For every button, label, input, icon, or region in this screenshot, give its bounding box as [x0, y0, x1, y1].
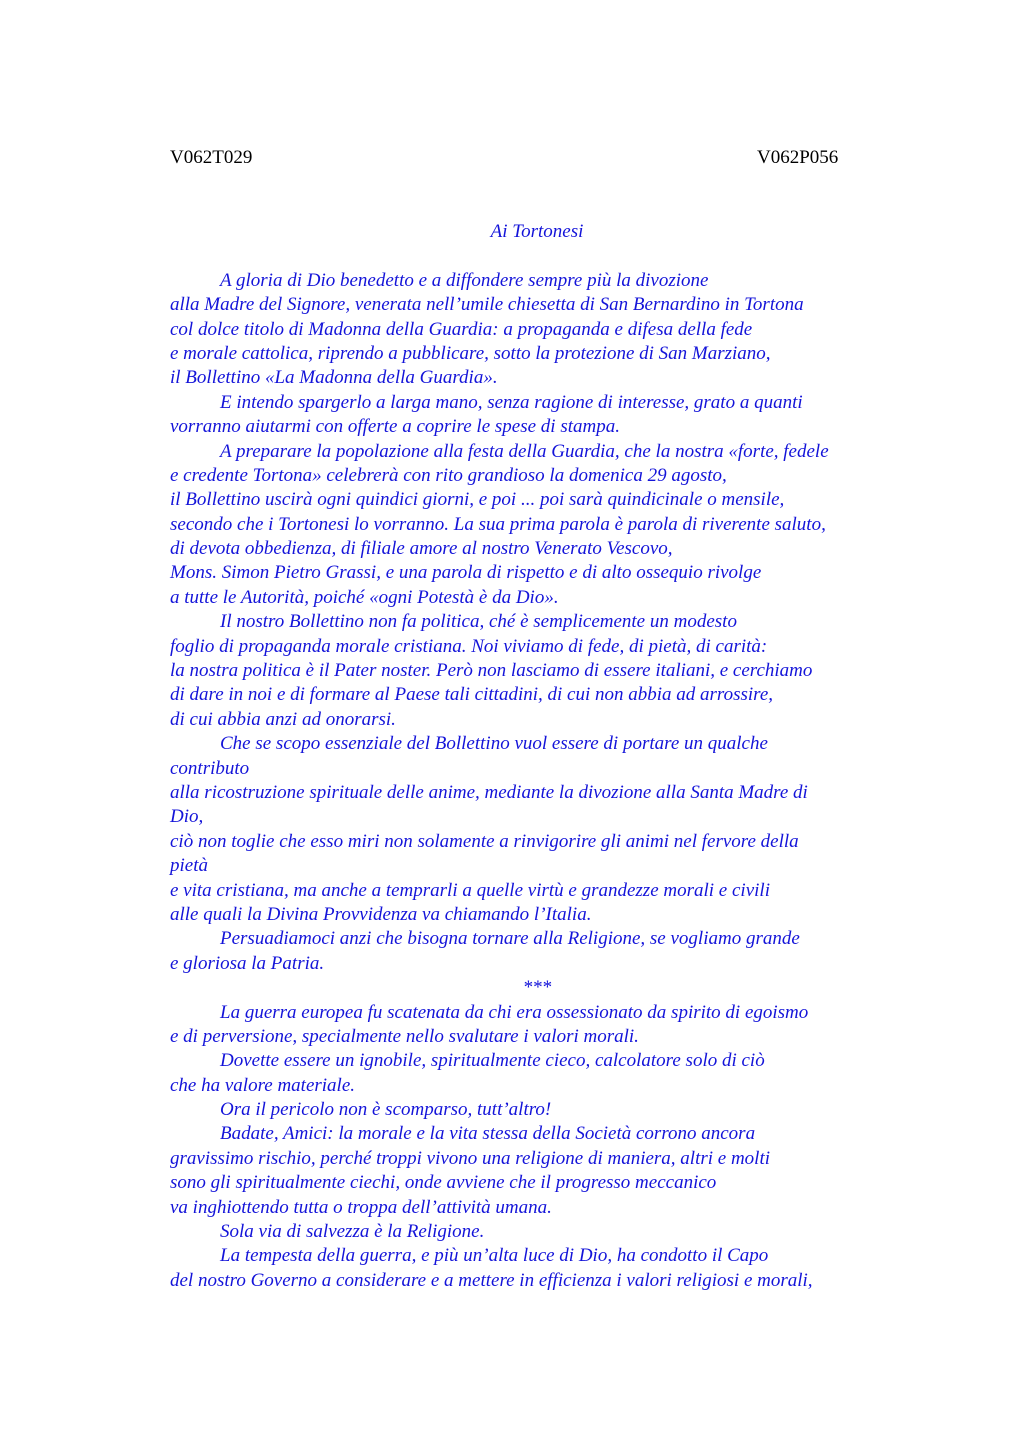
text-line: foglio di propaganda morale cristiana. Noi viviamo di fede, di pietà, di carità:: [170, 635, 768, 657]
text-line: di devota obbedienza, di filiale amore al nostro Venerato Vescovo,: [170, 538, 673, 560]
text-line: la nostra politica è il Pater noster. Però non lasciamo di essere italiani, e cerchiamo: [170, 660, 813, 682]
text-line: E intendo spargerlo a larga mano, senza ragione di interesse, grato a quanti: [220, 391, 803, 413]
text-line: Persuadiamoci anzi che bisogna tornare alla Religione, se vogliamo grande: [220, 928, 800, 950]
text-line: Sola via di salvezza è la Religione.: [220, 1221, 485, 1243]
text-line: del nostro Governo a considerare e a mettere in efficienza i valori religiosi e morali,: [170, 1269, 813, 1291]
page-code-right: V062P056: [757, 147, 839, 168]
text-line: Ora il pericolo non è scomparso, tutt’altro!: [220, 1099, 552, 1121]
text-line: ciò non toglie che esso miri non solamente a rinvigorire gli animi nel fervore della: [170, 830, 799, 852]
text-line: Dovette essere un ignobile, spiritualmente cieco, calcolatore solo di ciò: [220, 1050, 765, 1072]
text-line: di dare in noi e di formare al Paese tali cittadini, di cui non abbia ad arrossire,: [170, 684, 774, 706]
text-line: contributo: [170, 757, 250, 779]
text-line: Che se scopo essenziale del Bollettino vuol essere di portare un qualche: [220, 733, 768, 755]
document-title: Ai Tortonesi: [490, 221, 584, 242]
text-line: alla ricostruzione spirituale delle anime, mediante la divozione alla Santa Madre di: [170, 781, 808, 803]
text-line: il Bollettino uscirà ogni quindici giorni, e poi ... poi sarà quindicinale o mensile,: [170, 489, 785, 511]
section-separator: ***: [522, 977, 552, 999]
document-code-left: V062T029: [170, 147, 253, 168]
text-line: A preparare la popolazione alla festa della Guardia, che la nostra «forte, fedele: [220, 440, 829, 462]
text-line: alla Madre del Signore, venerata nell’umile chiesetta di San Bernardino in Tortona: [170, 294, 804, 316]
document-body: [170, 220, 910, 1293]
text-line: e gloriosa la Patria.: [170, 952, 325, 974]
text-line: alle quali la Divina Provvidenza va chiamando l’Italia.: [170, 903, 592, 925]
text-line: e di perversione, specialmente nello svalutare i valori morali.: [170, 1025, 639, 1047]
text-line: pietà: [170, 855, 208, 877]
text-line: sono gli spiritualmente ciechi, onde avviene che il progresso meccanico: [170, 1172, 717, 1194]
text-line: e morale cattolica, riprendo a pubblicare, sotto la protezione di San Marziano,: [170, 342, 771, 364]
text-line: il Bollettino «La Madonna della Guardia».: [170, 367, 498, 389]
text-line: secondo che i Tortonesi lo vorranno. La sua prima parola è parola di riverente saluto,: [170, 513, 826, 535]
text-line: La guerra europea fu scatenata da chi era ossessionato da spirito di egoismo: [220, 1001, 809, 1023]
text-line: di cui abbia anzi ad onorarsi.: [170, 708, 396, 730]
text-line: vorranno aiutarmi con offerte a coprire le spese di stampa.: [170, 416, 620, 438]
text-line: La tempesta della guerra, e più un’alta luce di Dio, ha condotto il Capo: [220, 1245, 769, 1267]
text-line: col dolce titolo di Madonna della Guardia: a propaganda e difesa della fede: [170, 318, 753, 340]
text-line: A gloria di Dio benedetto e a diffondere sempre più la divozione: [220, 269, 709, 291]
text-line: Il nostro Bollettino non fa politica, ché è semplicemente un modesto: [220, 611, 737, 633]
text-line: e credente Tortona» celebrerà con rito grandioso la domenica 29 agosto,: [170, 464, 727, 486]
text-line: Badate, Amici: la morale e la vita stessa della Società corrono ancora: [220, 1123, 756, 1145]
text-line: va inghiottendo tutta o troppa dell’attività umana.: [170, 1196, 552, 1218]
text-line: Dio,: [170, 806, 204, 828]
text-lines: [170, 269, 910, 1293]
text-line: gravissimo rischio, perché troppi vivono una religione di maniera, altri e molti: [170, 1147, 771, 1169]
text-line: Mons. Simon Pietro Grassi, e una parola di rispetto e di alto ossequio rivolge: [170, 562, 762, 584]
text-line: e vita cristiana, ma anche a temprarli a quelle virtù e grandezze morali e civili: [170, 879, 770, 901]
text-line: a tutte le Autorità, poiché «ogni Potestà è da Dio».: [170, 586, 559, 608]
text-line: che ha valore materiale.: [170, 1074, 356, 1096]
